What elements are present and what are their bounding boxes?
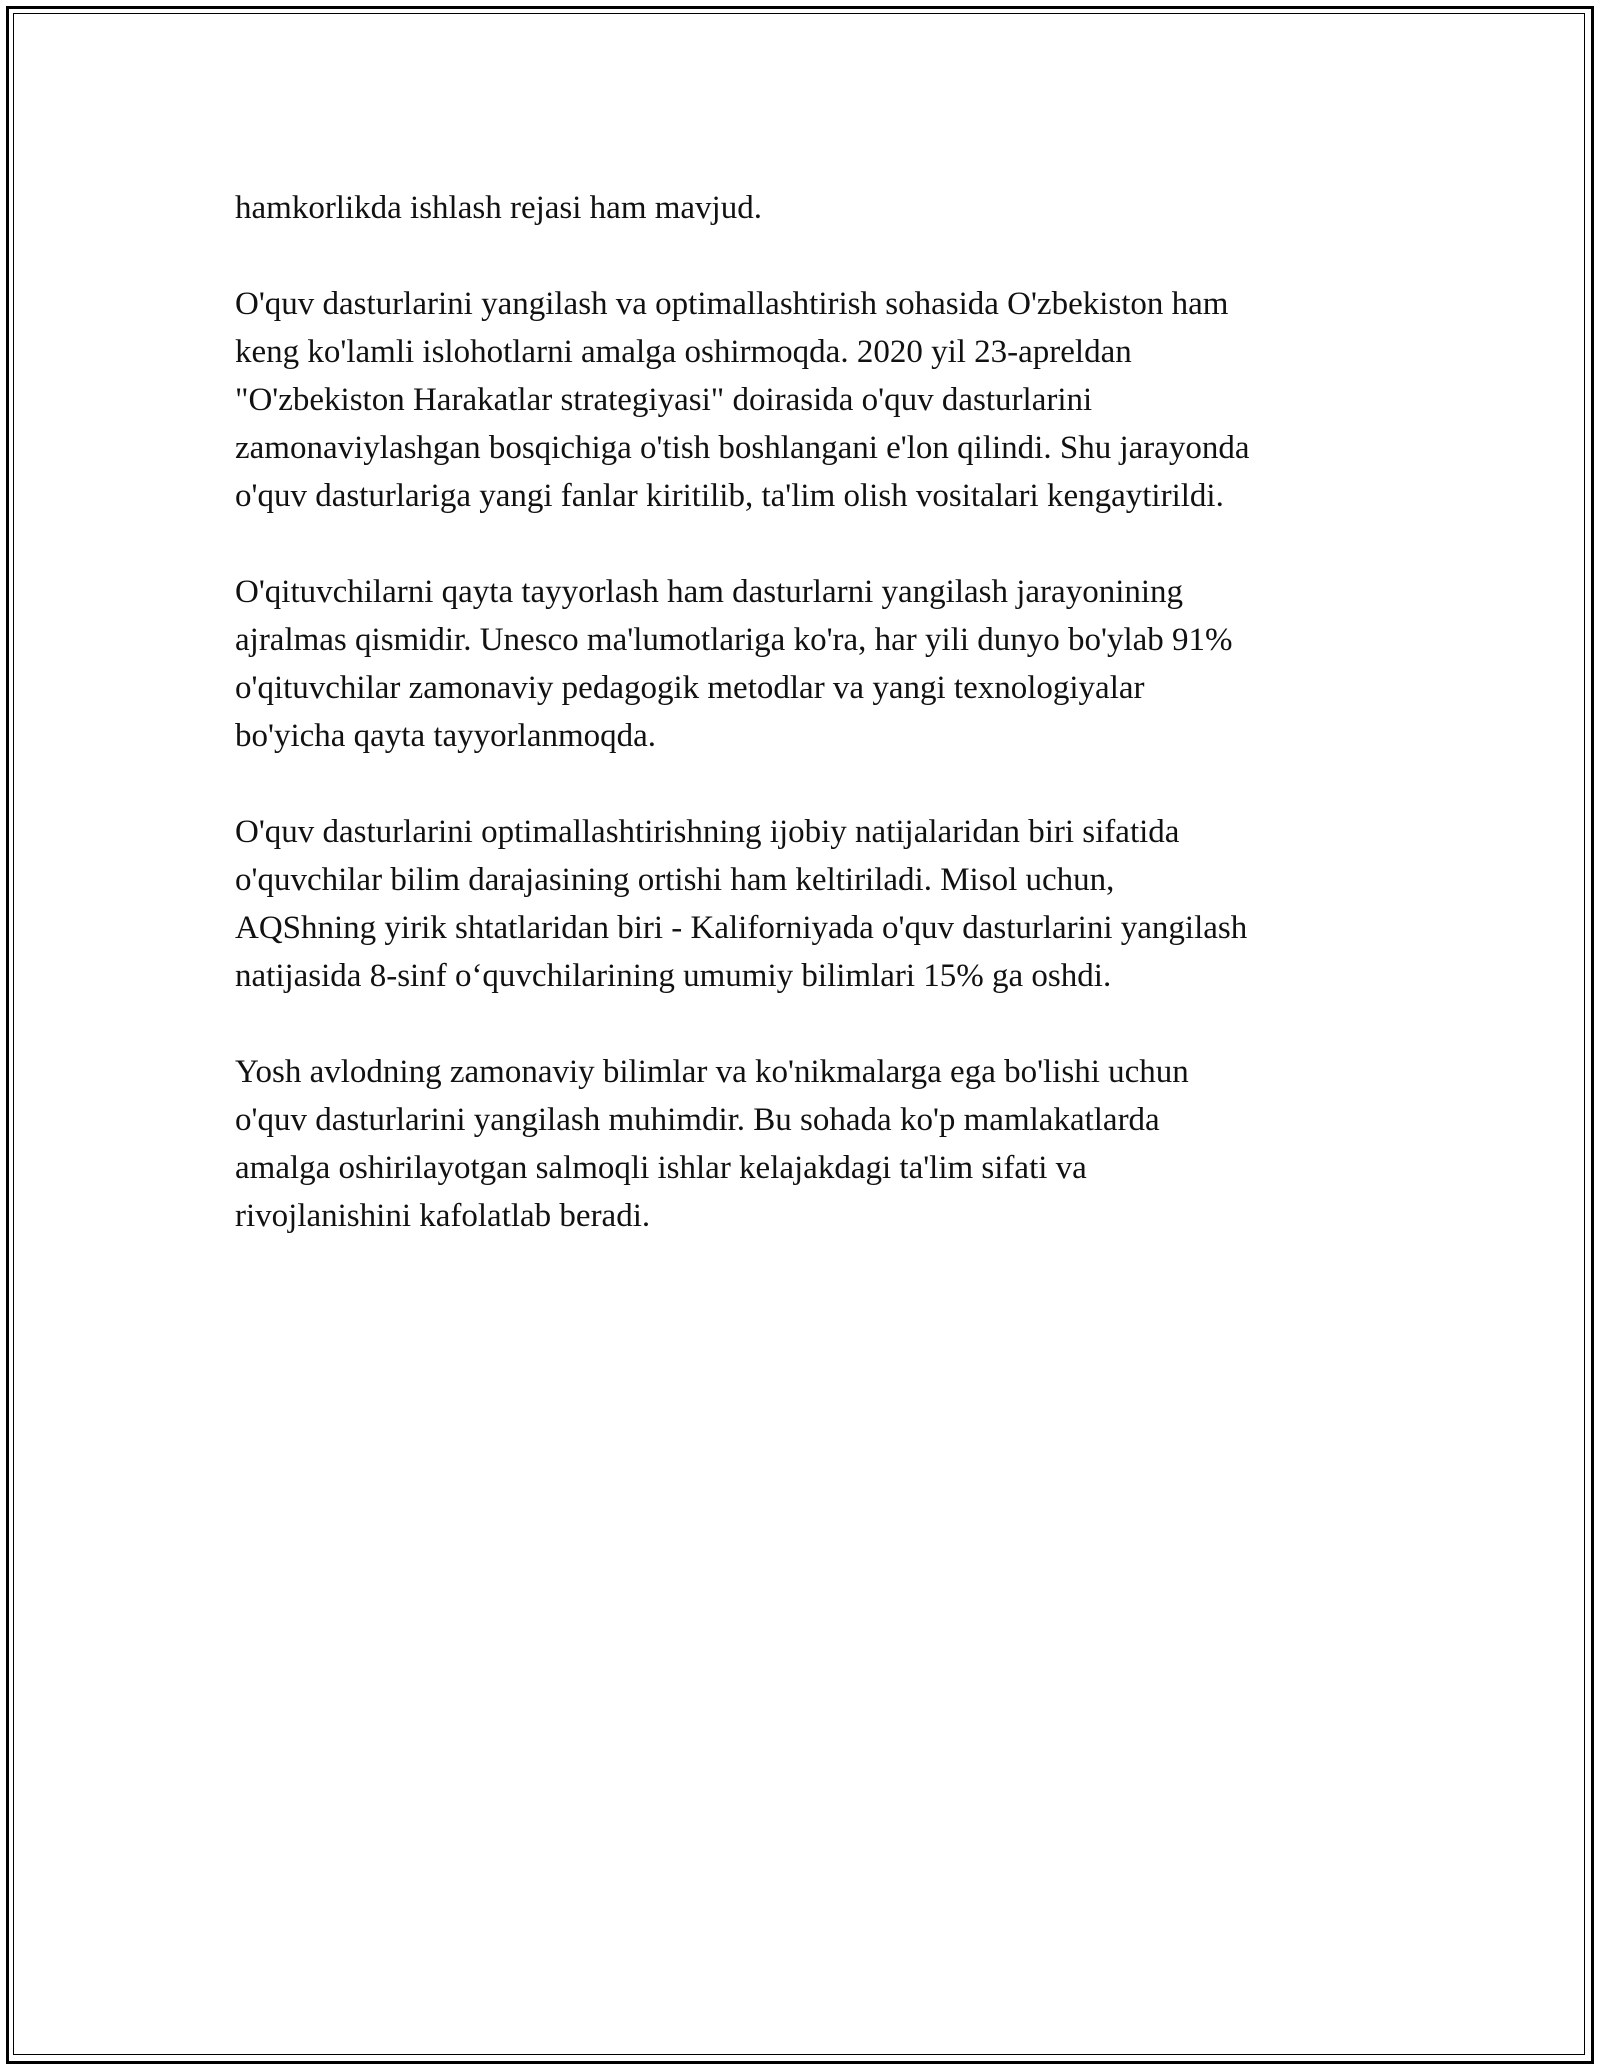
text-line: O'quv dasturlarini yangilash va optimallashtirish sohasida O'zbekiston ham	[235, 286, 1229, 322]
paragraph-5	[235, 1048, 1415, 1240]
text-line: natijasida 8-sinf o‘quvchilarining umumiy bilimlari 15% ga oshdi.	[235, 958, 1112, 994]
text-line: ajralmas qismidir. Unesco ma'lumotlariga ko'ra, har yili dunyo bo'ylab 91%	[235, 622, 1233, 658]
text-line: amalga oshirilayotgan salmoqli ishlar kelajakdagi ta'lim sifati va	[235, 1150, 1087, 1186]
text-line: rivojlanishini kafolatlab beradi.	[235, 1198, 651, 1234]
text-line: bo'yicha qayta tayyorlanmoqda.	[235, 718, 657, 754]
text-line: hamkorlikda ishlash rejasi ham mavjud.	[235, 190, 762, 226]
text-line: Yosh avlodning zamonaviy bilimlar va ko'nikmalarga ega bo'lishi uchun	[235, 1054, 1189, 1090]
text-line: o'quv dasturlarini yangilash muhimdir. Bu sohada ko'p mamlakatlarda	[235, 1102, 1160, 1138]
text-line: O'qituvchilarni qayta tayyorlash ham dasturlarni yangilash jarayonining	[235, 574, 1184, 610]
paragraph-1	[235, 184, 1415, 232]
text-line: "O'zbekiston Harakatlar strategiyasi" doirasida o'quv dasturlarini	[235, 382, 1093, 418]
document-body	[235, 184, 1415, 1288]
text-line: o'quv dasturlariga yangi fanlar kiritilib, ta'lim olish vositalari kengaytirildi.	[235, 478, 1224, 514]
text-line: keng ko'lamli islohotlarni amalga oshirmoqda. 2020 yil 23-apreldan	[235, 334, 1132, 370]
text-line: o'quvchilar bilim darajasining ortishi ham keltiriladi. Misol uchun,	[235, 862, 1115, 898]
paragraph-4	[235, 808, 1415, 1000]
paragraph-2	[235, 280, 1415, 520]
text-line: O'quv dasturlarini optimallashtirishning ijobiy natijalaridan biri sifatida	[235, 814, 1180, 850]
text-line: AQShning yirik shtatlaridan biri - Kaliforniyada o'quv dasturlarini yangilash	[235, 910, 1248, 946]
paragraph-3	[235, 568, 1415, 760]
text-line: o'qituvchilar zamonaviy pedagogik metodlar va yangi texnologiyalar	[235, 670, 1145, 706]
text-line: zamonaviylashgan bosqichiga o'tish boshlangani e'lon qilindi. Shu jarayonda	[235, 430, 1250, 466]
